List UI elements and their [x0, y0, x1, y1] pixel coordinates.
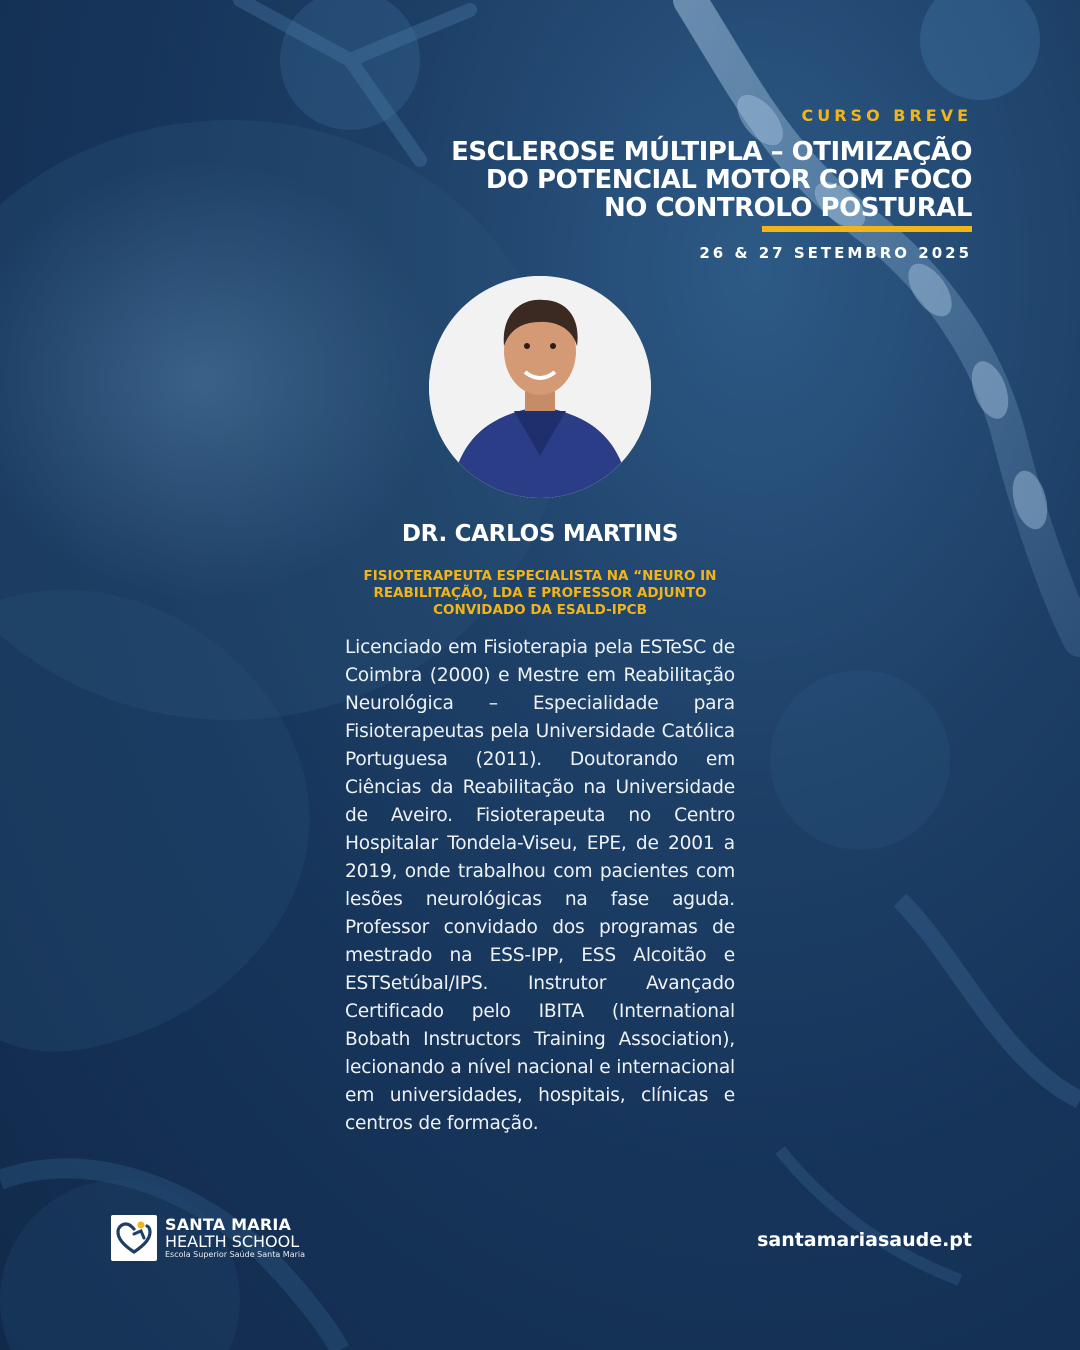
- speaker-photo: [429, 276, 651, 498]
- school-logo: [111, 1215, 305, 1261]
- course-type-label: CURSO BREVE: [801, 106, 972, 125]
- course-title: [412, 138, 972, 222]
- speaker-name: DR. CARLOS MARTINS: [401, 521, 679, 547]
- speaker-portrait-icon: [429, 276, 651, 498]
- website-link[interactable]: santamariasaude.pt: [757, 1229, 972, 1251]
- speaker-role: FISIOTERAPEUTA ESPECIALISTA NA “NEURO IN REABILITAÇÃO, LDA E PROFESSOR ADJUNTO CONVIDADO DA ESALD-IPCB: [363, 568, 717, 618]
- title-accent-bar: [762, 226, 972, 232]
- course-title-line: DO POTENCIAL MOTOR COM FOCO: [485, 165, 972, 195]
- course-date: 26 & 27 SETEMBRO 2025: [699, 244, 972, 262]
- heart-person-logo-icon: [111, 1215, 157, 1261]
- logo-line-2: HEALTH SCHOOL: [165, 1232, 300, 1251]
- logo-tagline: Escola Superior Saúde Santa Maria: [165, 1250, 306, 1259]
- course-title-line: ESCLEROSE MÚLTIPLA – OTIMIZAÇÃO: [451, 137, 972, 167]
- speaker-bio: Licenciado em Fisioterapia pela ESTeSC de Coimbra (2000) e Mestre em Reabilitação Neurológica – Especialidade para Fisioterapeutas pela Universidade Católica Portuguesa (2011). Doutorando em Ciências da Reabilitação na Universidade de Aveiro. Fisioterapeuta no Centro Hospitalar Tondela-Viseu, EPE, de 2001 a 2019, onde trabalhou com pacientes com lesões neurológicas na fase aguda. Professor convidado dos programas de mestrado na ESS-IPP, ESS Alcoitão e ESTSetúbal/IPS. Instrutor Avançado Certificado pelo IBITA (International Bobath Instructors Training Association), lecionando a nível nacional e internacional em universidades, hospitais, clínicas e centros de formação.: [345, 637, 735, 1134]
- course-title-line: NO CONTROLO POSTURAL: [604, 193, 972, 223]
- logo-line-1: SANTA MARIA: [165, 1215, 292, 1234]
